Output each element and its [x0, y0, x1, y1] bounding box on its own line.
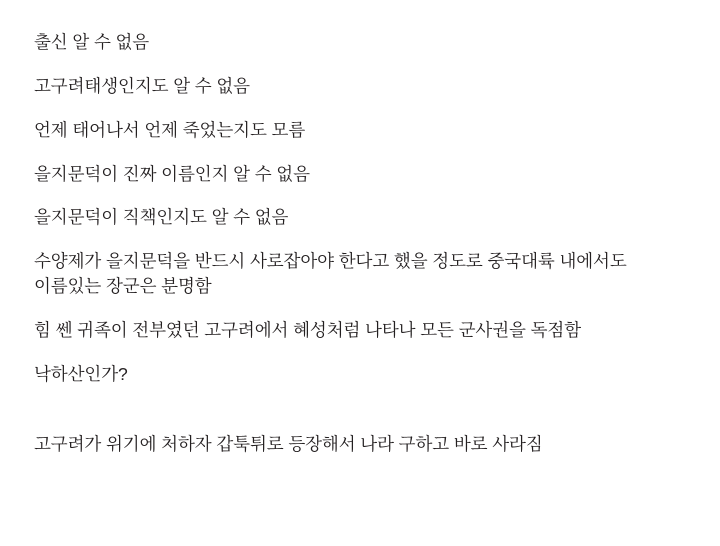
- paragraph: 언제 태어나서 언제 죽었는지도 모름: [34, 119, 306, 140]
- paragraph: 고구려가 위기에 처하자 갑툭튀로 등장해서 나라 구하고 바로 사라짐: [34, 433, 543, 454]
- text-body: [34, 30, 686, 456]
- paragraph: 출신 알 수 없음: [34, 32, 150, 52]
- paragraph: 힘 쎈 귀족이 전부였던 고구려에서 혜성처럼 나타나 모든 군사권을 독점함: [34, 319, 582, 340]
- paragraph: 을지문덕이 진짜 이름인지 알 수 없음: [34, 163, 310, 184]
- paragraph: 고구려태생인지도 알 수 없음: [34, 75, 250, 96]
- paragraph: 수양제가 을지문덕을 반드시 사로잡아야 한다고 했을 정도로 중국대륙 내에서도 이름있는 장군은 분명함: [34, 251, 627, 297]
- paragraph: 낙하산인가?: [34, 363, 128, 384]
- paragraph: 을지문덕이 직책인지도 알 수 없음: [34, 207, 289, 228]
